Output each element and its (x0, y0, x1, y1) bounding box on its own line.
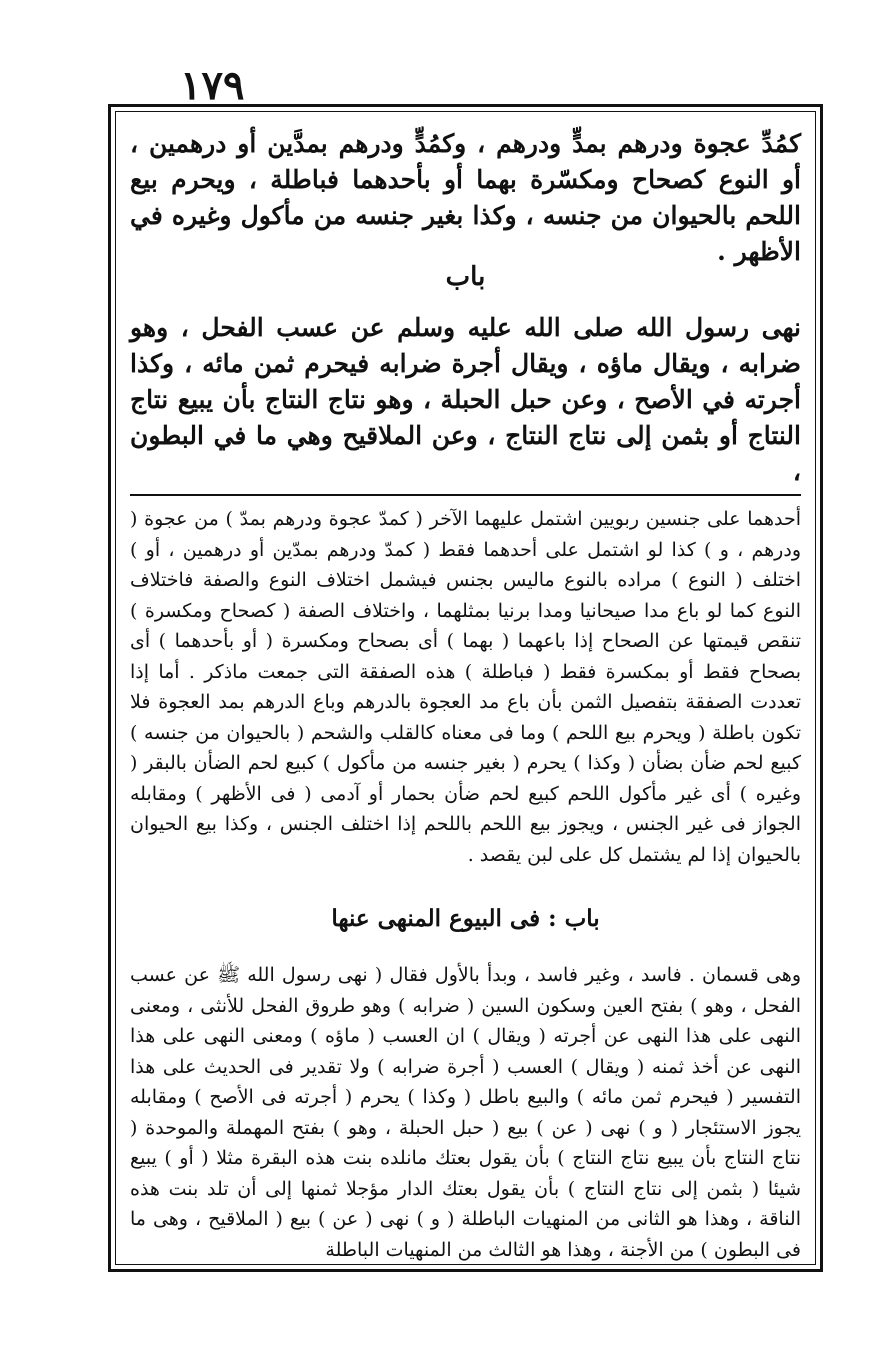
matn-text-bottom: نهى رسول الله صلى الله عليه وسلم عن عسب الفحل ، وهو ضرابه ، ويقال ماؤه ، ويقال أجرة ضرابه فيحرم ثمن مائه ، وكذا أجرته في الأصح ، وعن حبل الحبلة ، وهو نتاج النتاج بأن يبيع نتاج النتاج أو بثمن إلى نتاج النتاج ، وعن الملاقيح وهي ما في البطون ، (130, 313, 801, 486)
commentary-text-bottom: وهى قسمان . فاسد ، وغير فاسد ، وبدأ بالأول فقال ( نهى رسول الله ﷺ عن عسب الفحل ، وهو ) بفتح العين وسكون السين ( ضرابه ) وهو طروق الفحل للأنثى ، ومعنى النهى على هذا النهى عن أجرته ( ويقال ) ان العسب ( ماؤه ) ومعنى النهى على هذا النهى عن أخذ ثمنه ( ويقال ) العسب ( أجرة ضرابه ) ولا تقدير فى الحديث على هذا التفسير ( فيحرم ثمن مائه ) والبيع باطل ( وكذا ) يحرم ( أجرته فى الأصح ) ومقابله يجوز الاستئجار ( و ) نهى ( عن ) بيع ( حبل الحبلة ، وهو ) بفتح المهملة والموحدة ( نتاج النتاج بأن يبيع نتاج النتاج ) بأن يقول بعتك مانلده بنت هذه البقرة مثلا ( أو ) يبيع شيئا ( بثمن إلى نتاج النتاج ) بأن يقول بعتك الدار مؤجلا ثمنها إلى أن تلد بنت هذه الناقة ، وهذا هو الثانى من المنهيات الباطلة ( و ) نهى ( عن ) بيع ( الملاقيح ، وهى ما فى البطون ) من الأجنة ، وهذا هو الثالث من المنهيات الباطلة (130, 964, 801, 1261)
page-frame (108, 104, 823, 1272)
commentary-text-top: أحدهما على جنسين ربويين اشتمل عليهما الآخر ( كمدّ عجوة ودرهم بمدّ ) من عجوة ( ودرهم ، و ) كذا لو اشتمل على أحدهما فقط ( كمدّ ودرهم بمدّين أو درهمين ، أو ) اختلف ( النوع ) مراده بالنوع ماليس بجنس فيشمل اختلاف النوع والصفة فاختلاف النوع كما لو باع مدا صيحانيا ومدا برنيا بمثلهما ، واختلاف الصفة ( كصحاح ومكسرة ) تنقص قيمتها عن الصحاح إذا باعهما ( بهما ) أى بصحاح ومكسرة ( أو بأحدهما ) أى بصحاح فقط أو بمكسرة فقط ( فباطلة ) هذه الصفقة التى جمعت ماذكر . أما إذا تعددت الصفقة بتفصيل الثمن بأن باع مد العجوة بالدرهم وباع الدرهم بمد العجوة فلا تكون باطلة ( ويحرم بيع اللحم ) وما فى معناه كالقلب والشحم ( بالحيوان من جنسه ) كبيع لحم ضأن بضأن ( وكذا ) يحرم ( بغير جنسه من مأكول ) كبيع لحم الضأن بالبقر ( وغيره ) أى غير مأكول اللحم كبيع لحم ضأن بحمار أو آدمى ( فى الأظهر ) ومقابله الجواز فى غير الجنس ، ويجوز بيع اللحم باللحم إذا اختلف الجنس ، وكذا بيع الحيوان بالحيوان إذا لم يشتمل كل على لبن يقصد . (130, 508, 801, 866)
matn-text-top: كمُدِّ عجوة ودرهم بمدٍّ ودرهم ، وكمُدٍّ ودرهم بمدَّين أو درهمين ، أو النوع كصحاح ومكسّرة بهما أو بأحدهما فباطلة ، ويحرم بيع اللحم بالحيوان من جنسه ، وكذا بغير جنسه من مأكول وغيره في الأظهر . (130, 129, 801, 266)
matn-chapter-heading: باب (445, 262, 486, 292)
commentary-chapter-heading: باب : فى البيوع المنهى عنها (331, 905, 600, 932)
page-frame-inner (115, 111, 816, 1265)
page-number: ١٧٩ (180, 62, 245, 109)
section-divider (130, 494, 801, 496)
